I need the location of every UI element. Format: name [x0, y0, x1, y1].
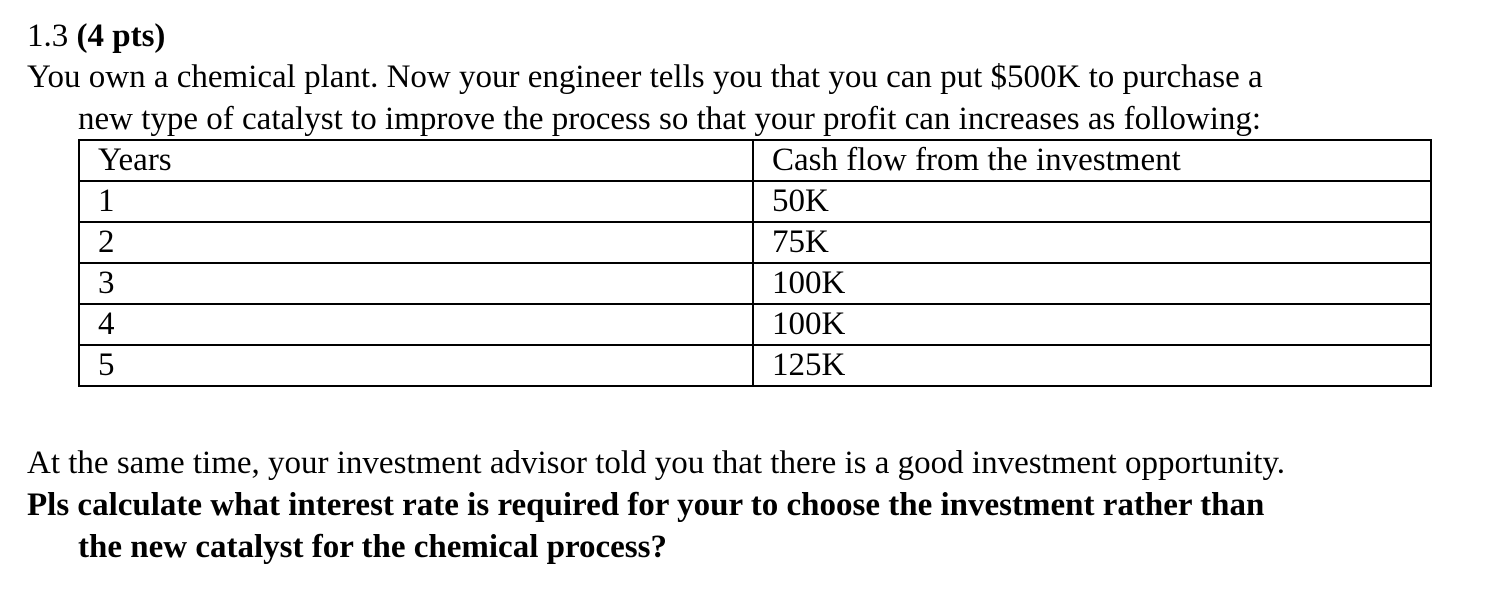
cash-flow-cell: 75K — [753, 222, 1431, 263]
year-cell: 5 — [79, 345, 753, 386]
cash-flow-cell: 50K — [753, 181, 1431, 222]
table-row — [79, 181, 1431, 222]
question-line-2: the new catalyst for the chemical process? — [78, 529, 667, 565]
year-cell: 3 — [79, 263, 753, 304]
problem-number: 1.3 — [27, 18, 69, 54]
cash-flow-table — [78, 139, 1432, 387]
table-row — [79, 263, 1431, 304]
cash-flow-cell: 125K — [753, 345, 1431, 386]
table-header-row — [79, 140, 1431, 181]
question-line-1: Pls calculate what interest rate is required for your to choose the investment rather than — [27, 487, 1265, 523]
table-row — [79, 222, 1431, 263]
cash-flow-cell: 100K — [753, 263, 1431, 304]
year-cell: 1 — [79, 181, 753, 222]
intro-line-1: You own a chemical plant. Now your engineer tells you that you can put $500K to purchase a — [27, 59, 1263, 95]
cash-flow-cell: 100K — [753, 304, 1431, 345]
problem-points: (4 pts) — [76, 18, 166, 54]
problem-followup — [27, 442, 1447, 568]
followup-line: At the same time, your investment advisor told you that there is a good investment opportunity. — [27, 445, 1286, 481]
table-row — [79, 345, 1431, 386]
problem-heading — [27, 16, 165, 56]
intro-line-2: new type of catalyst to improve the process so that your profit can increases as following: — [78, 101, 1262, 137]
year-cell: 2 — [79, 222, 753, 263]
table-row — [79, 304, 1431, 345]
year-cell: 4 — [79, 304, 753, 345]
problem-intro — [27, 56, 1447, 140]
column-header-years: Years — [79, 140, 753, 181]
column-header-cash-flow: Cash flow from the investment — [753, 140, 1431, 181]
